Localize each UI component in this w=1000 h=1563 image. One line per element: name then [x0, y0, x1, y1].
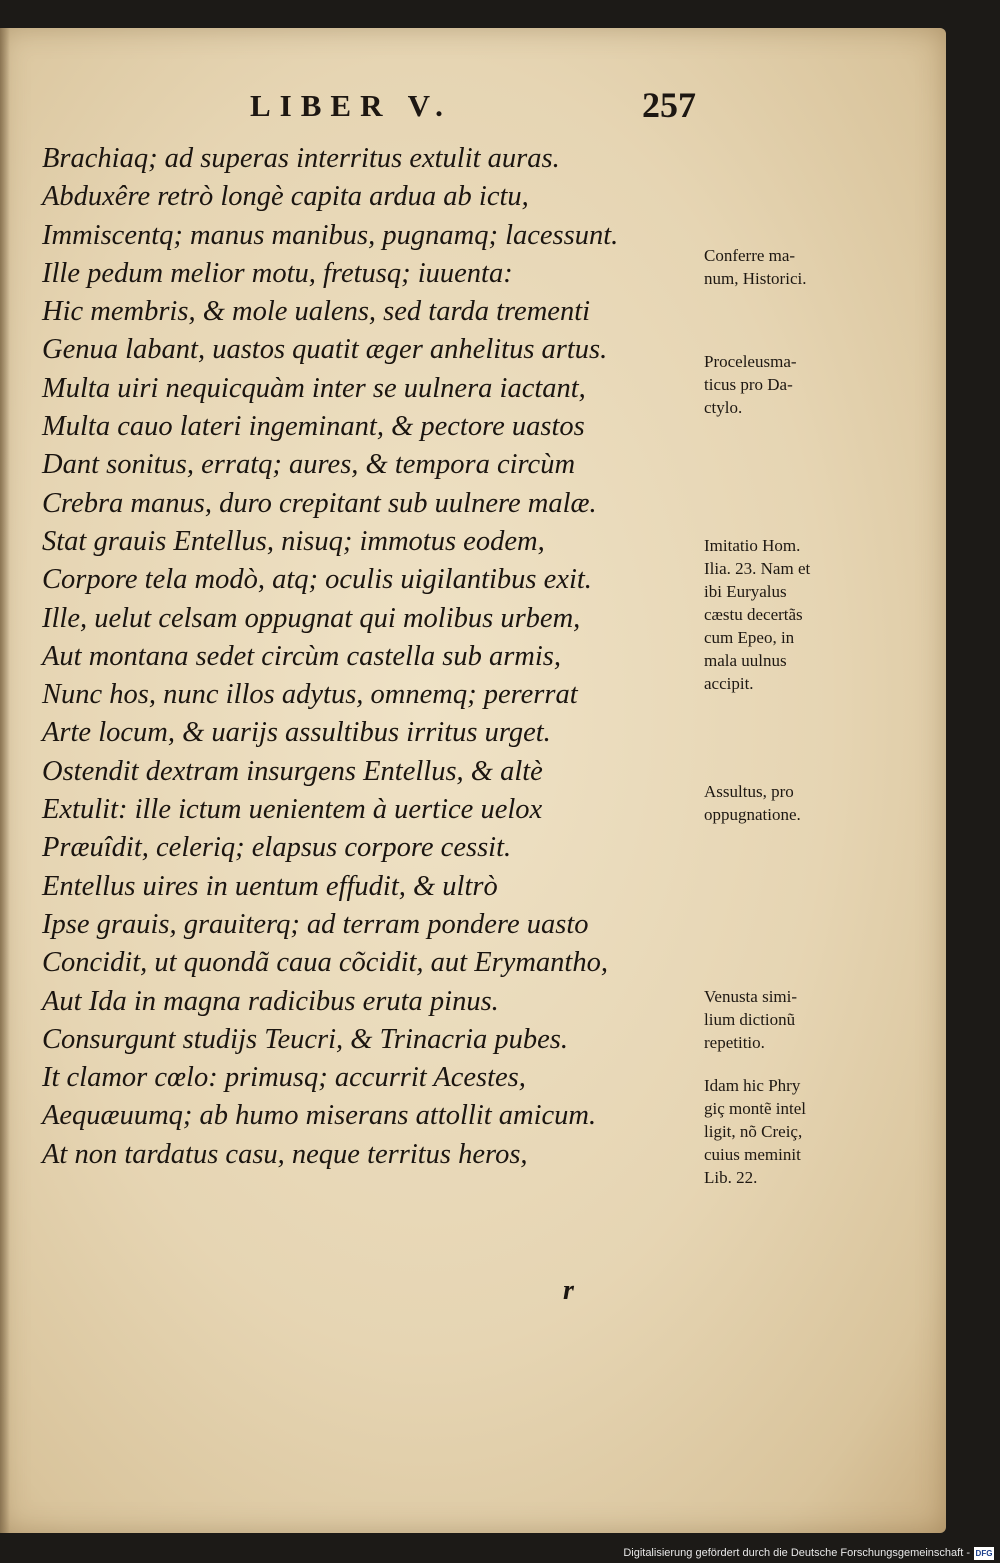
verse-line: Præuîdit, celeriq; elapsus corpore cessit.: [42, 832, 512, 864]
marginal-note: Venusta simi- lium dictionũ repetitio.: [704, 987, 798, 1052]
verse-line: Ipse grauis, grauiterq; ad terram pondere uasto: [42, 908, 589, 940]
verse-line: Ille, uelut celsam oppugnat qui molibus urbem,: [42, 602, 581, 634]
verse-line: Crebra manus, duro crepitant sub uulnere malæ.: [42, 487, 597, 519]
running-head: LIBER V.: [250, 88, 452, 123]
verse-line: At non tardatus casu, neque territus heros,: [42, 1138, 528, 1170]
marginal-note: Idam hic Phry giç montẽ intel ligit, nõ Creiç, cuius meminit Lib. 22.: [704, 1076, 806, 1187]
digitization-credit: Digitalisierung gefördert durch die Deutsche Forschungsgemeinschaft -: [623, 1547, 970, 1559]
verse-line: Hic membris, & mole ualens, sed tarda trementi: [42, 296, 591, 328]
verse-line: Corpore tela modò, atq; oculis uigilantibus exit.: [42, 564, 592, 596]
marginal-note: Assultus, pro oppugnatione.: [704, 782, 801, 824]
page-gutter-shadow: [0, 28, 10, 1533]
verse-line: Immiscentq; manus manibus, pugnamq; lacessunt.: [42, 219, 619, 251]
verse-text: [42, 140, 692, 1174]
marginal-note: Imitatio Hom. Ilia. 23. Nam et ibi Euryalus cæstu decertãs cum Epeo, in mala uulnus accipit.: [704, 536, 811, 693]
verse-line: Dant sonitus, erratq; aures, & tempora circùm: [42, 449, 576, 481]
verse-line: Abduxêre retrò longè capita ardua ab ictu,: [42, 181, 529, 213]
verse-line: Aut Ida in magna radicibus eruta pinus.: [42, 985, 499, 1017]
verse-line: Concidit, ut quondã caua cõcidit, aut Erymantho,: [42, 947, 608, 979]
verse-line: Stat grauis Entellus, nisuq; immotus eodem,: [42, 525, 545, 557]
verse-line: Genua labant, uastos quatit æger anhelitus artus.: [42, 334, 608, 366]
verse-line: Aut montana sedet circùm castella sub armis,: [42, 640, 562, 672]
verse-line: Extulit: ille ictum uenientem à uertice uelox: [42, 794, 543, 826]
verse-line: Ostendit dextram insurgens Entellus, & altè: [42, 755, 543, 787]
verse-line: Aequæuumq; ab humo miserans attollit amicum.: [42, 1100, 597, 1132]
verse-line: Arte locum, & uarijs assultibus irritus urget.: [42, 717, 551, 749]
verse-line: Brachiaq; ad superas interritus extulit auras.: [42, 143, 560, 174]
verse-line: Ille pedum melior motu, fretusq; iuuenta:: [42, 257, 513, 289]
verse-line: Consurgunt studijs Teucri, & Trinacria pubes.: [42, 1023, 569, 1055]
verse-line: Entellus uires in uentum effudit, & ultrò: [42, 870, 498, 902]
verse-line: It clamor cœlo: primusq; accurrit Acestes,: [42, 1062, 526, 1094]
verse-line: Multa uiri nequicquàm inter se uulnera iactant,: [42, 372, 586, 404]
marginal-note: Proceleusma- ticus pro Da- ctylo.: [704, 352, 797, 417]
dfg-logo: DFG: [975, 1549, 993, 1558]
signature-mark: r: [563, 1275, 574, 1306]
verse-line: Multa cauo lateri ingeminant, & pectore uastos: [42, 411, 585, 443]
page-number: 257: [642, 85, 696, 125]
marginal-note: Conferre ma- num, Historici.: [704, 246, 807, 288]
verse-line: Nunc hos, nunc illos adytus, omnemq; pererrat: [42, 679, 578, 711]
